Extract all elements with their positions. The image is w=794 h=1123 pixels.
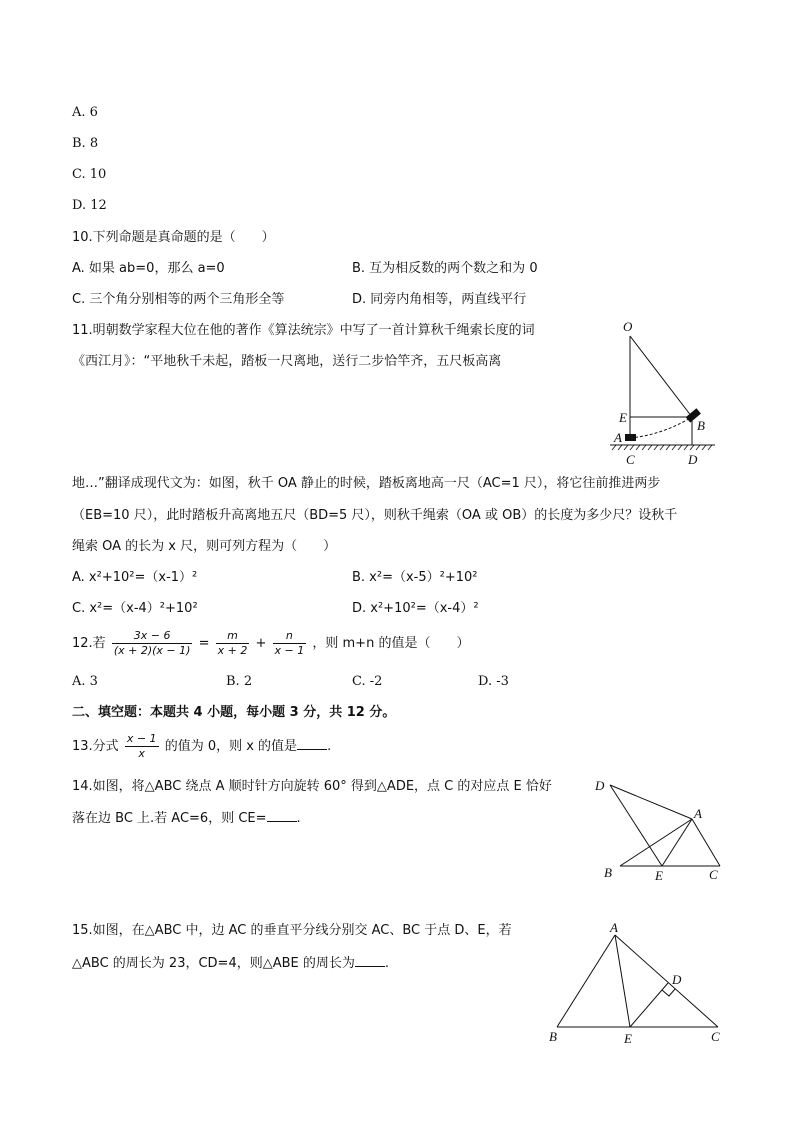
q10-option-c: C. 三个角分别相等的两个三角形全等 bbox=[72, 292, 285, 307]
q11-label-o: O bbox=[623, 319, 633, 334]
q13-stem bbox=[72, 730, 331, 764]
q11-option-d: D. x²+10²=（x-4）² bbox=[352, 601, 479, 616]
q12-option-c: C. -2 bbox=[352, 674, 383, 689]
q14-label-a: A bbox=[694, 806, 702, 821]
q12-suffix: ，则 m+n 的值是（ ） bbox=[312, 636, 470, 651]
q12-option-d: D. -3 bbox=[478, 674, 509, 689]
q9-option-c: C. 10 bbox=[72, 167, 107, 182]
q12-fraction-2 bbox=[273, 629, 307, 658]
q11-label-b: B bbox=[697, 418, 705, 433]
q9-option-d: D. 12 bbox=[72, 198, 107, 213]
q14-end: . bbox=[296, 811, 301, 826]
q14-label-e: E bbox=[655, 868, 663, 883]
q15-label-e: E bbox=[624, 1031, 632, 1046]
q11-text-line4: （EB=10 尺），此时踏板升高离地五尺（BD=5 尺），则秋千绳索（OA 或 OB）的长度为多少尺？设秋千 bbox=[72, 508, 678, 523]
q12-prefix: 12.若 bbox=[72, 636, 106, 651]
q12-plus: + bbox=[255, 636, 267, 651]
q12-equals: = bbox=[198, 636, 210, 651]
q14-line2-text: 落在边 BC 上.若 AC=6，则 CE= bbox=[72, 811, 267, 826]
q15-text-line1: 15.如图，在△ABC 中，边 AC 的垂直平分线分别交 AC、BC 于点 D、E，若 bbox=[72, 923, 512, 938]
q15-answer-blank[interactable] bbox=[355, 954, 385, 967]
q12-lhs-fraction bbox=[112, 629, 193, 658]
q9-option-a: A. 6 bbox=[72, 105, 98, 120]
q11-option-c: C. x²=（x-4）²+10² bbox=[72, 601, 198, 616]
q11-label-d: D bbox=[688, 452, 698, 467]
q12-fraction-1 bbox=[216, 629, 250, 658]
q11-text-line5: 绳索 OA 的长为 x 尺，则可列方程为（ ） bbox=[72, 539, 337, 554]
q12-stem bbox=[72, 627, 469, 661]
q15-label-a: A bbox=[610, 920, 618, 935]
q11-label-a: A bbox=[614, 430, 622, 445]
q10-option-a: A. 如果 ab=0，那么 a=0 bbox=[72, 261, 225, 276]
q12-lhs-numerator: 3x − 6 bbox=[112, 629, 193, 644]
q12-option-a: A. 3 bbox=[72, 674, 98, 689]
q14-label-b: B bbox=[604, 865, 612, 880]
q13-answer-blank[interactable] bbox=[297, 737, 327, 750]
q12-f1-numerator: m bbox=[216, 629, 250, 644]
q12-f2-denominator: x − 1 bbox=[274, 644, 305, 657]
q15-text-line2 bbox=[72, 954, 389, 973]
q12-f1-denominator: x + 2 bbox=[217, 644, 248, 657]
q11-text-line1: 11.明朝数学家程大位在他的著作《算法统宗》中写了一首计算秋千绳索长度的词 bbox=[72, 323, 535, 338]
q15-triangle-figure bbox=[540, 920, 730, 1050]
section-2-heading: 二、填空题：本题共 4 小题，每小题 3 分，共 12 分。 bbox=[72, 705, 396, 720]
q13-end: . bbox=[327, 739, 332, 754]
q10-option-b: B. 互为相反数的两个数之和为 0 bbox=[352, 261, 538, 276]
q10-stem: 10.下列命题是真命题的是（ ） bbox=[72, 230, 275, 245]
q13-suffix: 的值为 0，则 x 的值是 bbox=[164, 739, 298, 754]
q14-text-line1: 14.如图，将△ABC 绕点 A 顺时针方向旋转 60° 得到△ADE，点 C 的对应点 E 恰好 bbox=[72, 779, 552, 794]
q15-label-b: B bbox=[549, 1029, 557, 1044]
q11-text-line2: 《西江月》：“平地秋千未起，踏板一尺离地，送行二步恰竿齐，五尺板高离 bbox=[72, 354, 502, 369]
q15-label-d: D bbox=[672, 972, 682, 987]
q15-label-c: C bbox=[711, 1029, 720, 1044]
q14-rotation-figure bbox=[590, 775, 730, 885]
q11-option-b: B. x²=（x-5）²+10² bbox=[352, 570, 478, 585]
q14-answer-blank[interactable] bbox=[267, 809, 297, 822]
q15-end: . bbox=[384, 956, 390, 971]
q12-lhs-denominator: (x + 2)(x − 1) bbox=[113, 644, 191, 657]
q13-fraction bbox=[125, 732, 159, 761]
q11-swing-figure bbox=[600, 318, 720, 468]
q13-prefix: 13.分式 bbox=[72, 739, 119, 754]
q12-option-b: B. 2 bbox=[226, 674, 253, 689]
q14-label-d: D bbox=[595, 778, 605, 793]
q14-text-line2 bbox=[72, 809, 301, 828]
q10-option-d: D. 同旁内角相等，两直线平行 bbox=[352, 292, 527, 307]
q11-label-e: E bbox=[619, 410, 627, 425]
q13-numerator: x − 1 bbox=[126, 732, 157, 745]
q11-option-a: A. x²+10²=（x-1）² bbox=[72, 570, 198, 585]
q11-text-line3: 地…”翻译成现代文为：如图，秋千 OA 静止的时候，踏板离地高一尺（AC=1 尺），将它往前推进两步 bbox=[72, 476, 661, 491]
q15-line2-text: △ABC 的周长为 23，CD=4，则△ABE 的周长为 bbox=[72, 956, 355, 971]
q9-option-b: B. 8 bbox=[72, 136, 99, 151]
q13-denominator: x bbox=[138, 747, 145, 760]
q14-label-c: C bbox=[709, 867, 718, 882]
q11-label-c: C bbox=[626, 452, 635, 467]
q12-f2-numerator: n bbox=[273, 629, 307, 644]
